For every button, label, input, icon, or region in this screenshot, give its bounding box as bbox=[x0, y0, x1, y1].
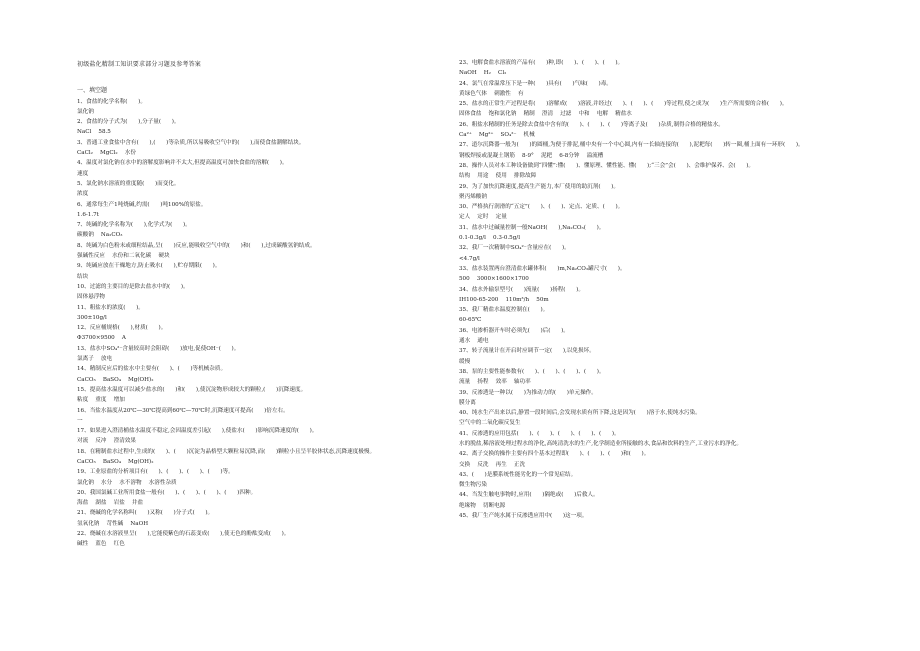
text-line: 5、氯化钠水溶液的重度随( )而变化。 bbox=[77, 180, 180, 187]
text-line: 4、温度对氯化钠在水中的溶解度影响并不太大,但提高温度可加快食盐的溶解( )。 bbox=[77, 160, 288, 167]
text-line: 通水 通电 bbox=[459, 338, 489, 345]
text-line: 固体悬浮物 bbox=[77, 294, 105, 301]
text-line: 钢板焊接或混凝土钢筋 8-9° 泥耙 6-8分钟 溢流槽 bbox=[459, 152, 604, 159]
text-line: 交换 反洗 再生 正洗 bbox=[459, 461, 526, 468]
text-line: 对流 反冲 澄清效果 bbox=[77, 438, 136, 445]
text-line: 40、纯水生产出来以后,静置一段时间后,会发现水质有所下降,这是因为( )溶于水,使纯水污染。 bbox=[459, 410, 701, 417]
text-line: IH100-65-200 110m³/h 50m bbox=[459, 296, 549, 303]
section-heading: 一、填空题 bbox=[77, 87, 108, 95]
text-line: 30、严格执行润滑的“五定”( )、( )、定点、定质、( )。 bbox=[459, 204, 624, 211]
left-column bbox=[77, 60, 442, 550]
text-line: 31、盐水中过碱量控制一般NaOH( ),Na₂CO₃( )。 bbox=[459, 224, 605, 231]
text-line: 27、道尔沉降器一般为( )的圆桶,为便于排泥,桶中央有一个中心圆,内有一长轴连接的( ),泥耙每( )转一圈,桶上面有一环形( )。 bbox=[459, 142, 804, 149]
text-line: 10、过滤的主要目的是除去盐水中的( )。 bbox=[77, 283, 189, 290]
text-line: 41、反渗透的应用包括( )、( )、( )、( )、( )。 bbox=[459, 430, 620, 437]
text-line: 海盐 湖盐 岩盐 井盐 bbox=[77, 500, 144, 507]
text-line: 13、盐水中SO₄²⁻含量较高时会阻碍( )放电,促使OH⁻( )。 bbox=[77, 345, 240, 352]
text-line: Φ3700×9500 A bbox=[77, 335, 126, 342]
text-line: 500 3000×1600×1700 bbox=[459, 276, 529, 283]
text-line: 氯化钠 水分 水不溶物 水溶性杂质 bbox=[77, 479, 177, 486]
text-line: 43、( )是膜系统性能劣化的一个常见症结。 bbox=[459, 471, 577, 478]
text-line: 膜分离 bbox=[459, 399, 476, 406]
text-line: 12、反应桶规格( ),材质( )。 bbox=[77, 325, 167, 332]
spacer bbox=[77, 76, 442, 86]
text-line: 黄绿色气体 刺激性 有 bbox=[459, 90, 524, 97]
text-line: 35、我厂精盐水温度控制在( )。 bbox=[459, 307, 549, 314]
text-line: NaCl 58.5 bbox=[77, 129, 111, 136]
text-line: 1、食盐的化学名称( )。 bbox=[77, 98, 146, 105]
text-line: 29、为了加快沉降速度,提高生产能力,本厂使用的助沉剂( )。 bbox=[459, 183, 619, 190]
text-line: 粘度 重度 增加 bbox=[77, 397, 125, 404]
text-line: 定人 定时 定量 bbox=[459, 214, 507, 221]
text-line: 6、通常每生产1吨烧碱,约需( )吨100%的原盐。 bbox=[77, 201, 207, 208]
right-column bbox=[459, 58, 879, 521]
text-line: 11、粗盐水的浓度( )。 bbox=[77, 304, 144, 311]
text-line: 氯化钠 bbox=[77, 108, 94, 115]
text-line: 速度 bbox=[77, 170, 89, 177]
text-line: 22、烧碱在水溶液里呈( ),它能使紫色的石蕊变成( ),使无色的酚酞变成( )。 bbox=[77, 531, 290, 538]
text-line: 26、粗盐水精制的任务是除去食盐中含有的( )、( )、( )等离子及( )杂质,制得合格的精盐水。 bbox=[459, 121, 724, 128]
text-line: 18、在精制盐水过程中,生成的( )、( )沉淀为晶格型大颗粒易沉降,而( )颗粒小且呈半胶体状态,沉降速度极慢。 bbox=[77, 448, 376, 455]
text-line: 24、氯气在常温常压下是一种( )具有( )气味( )毒。 bbox=[459, 80, 612, 87]
text-line: 3、普通工业食盐中含有( ),( )等杂质,所以易吸收空气中的( ),而使食盐潮解结块。 bbox=[77, 139, 305, 146]
text-line: 16、当盐水温度从20℃—30℃提高到60℃—70℃时,沉降速度可提高( )倍左右。 bbox=[77, 407, 289, 414]
text-line: 1.6-1.7t bbox=[77, 211, 99, 218]
text-line: 结构 用途 使用 排除故障 bbox=[459, 173, 537, 180]
text-line: 60-65℃ bbox=[459, 317, 482, 324]
text-line: 微生物污染 bbox=[459, 482, 487, 489]
text-line: 聚丙烯酸钠 bbox=[459, 193, 487, 200]
text-line: 42、离子交换的操作主要有四个基本过程即( )、( )、( )和( )。 bbox=[459, 451, 650, 458]
text-line: <4.7g/l bbox=[459, 255, 480, 262]
text-line: 2、食盐的分子式为( ),分子量( )。 bbox=[77, 119, 180, 126]
text-line: CaCl₂ MgCl₂ 水份 bbox=[77, 150, 136, 157]
text-line: 水的脱盐,稀溶液处理过程水的净化,高纯清洗水的生产,化学制造业所接触的水,食品和饮料的生产,工业污水的净化。 bbox=[459, 440, 742, 447]
text-line: 19、工业原盐的分析项目有( )、( )、( )、( )等。 bbox=[77, 469, 234, 476]
text-line: 8、纯碱为白色粉末或细粒结晶,呈( )反应,能吸收空气中的( )和( ),过成碳酸氢钠结成。 bbox=[77, 242, 316, 249]
text-line: 流量 扬程 效率 轴功率 bbox=[459, 379, 531, 386]
text-line: 7、纯碱的化学名称为( ),化学式为( )。 bbox=[77, 222, 191, 229]
text-line: 45、我厂生产纯水属于反渗透应用中( )这一项。 bbox=[459, 513, 588, 520]
text-line: 39、反渗透是一种以( )为推动力的( )单元操作。 bbox=[459, 389, 597, 396]
text-line: 21、烧碱的化学名称叫( )又称( )分子式( )。 bbox=[77, 510, 214, 517]
text-line: 37、转子流量计在开启时应调节一定( ),以免损坏。 bbox=[459, 348, 595, 355]
text-line: 38、泵的主要性能参数有( )、( )、( )、( )。 bbox=[459, 368, 605, 375]
text-line: 氯离子 放电 bbox=[77, 356, 113, 363]
text-line: 44、当发生触电事物时,应用( )隔绝或( )后救人。 bbox=[459, 492, 599, 499]
text-line: CaCO₃ BaSO₄ Mg(OH)₂ bbox=[77, 458, 154, 465]
text-line: 强碱性反应 水份和二氧化碳 硬块 bbox=[77, 253, 170, 260]
text-line: 碳酸钠 Na₂CO₃ bbox=[77, 232, 123, 239]
text-line: 36、电渗析器开车时必须先( )后( )。 bbox=[459, 327, 569, 334]
text-line: 碱性 蓝色 红色 bbox=[77, 541, 125, 548]
text-line: 14、精制反应后的盐水中主要有( )、( )等机械杂质。 bbox=[77, 366, 227, 373]
text-line: 32、我厂一次精制中SO₄²⁻含量应在( )。 bbox=[459, 245, 570, 252]
text-line: 浓度 bbox=[77, 191, 89, 198]
text-line: 固体食盐 饱和氯化钠 精制 澄清 过滤 中和 电解 精盐水 bbox=[459, 111, 632, 118]
text-line: 300±10g/l bbox=[77, 314, 107, 321]
text-line: 33、盐水装置两台澄清盐水罐体积( )m,Na₂CO₃罐尺寸( )。 bbox=[459, 265, 626, 272]
text-line: Ca²⁺ Mg²⁺ SO₄²⁻ 机械 bbox=[459, 132, 535, 139]
text-line: 9、纯碱应放在干燥地方,防止吸水( ),贮存期限( )。 bbox=[77, 263, 221, 270]
text-line: 空气中的二氧化碳反复生 bbox=[459, 420, 521, 427]
text-line: CaCO₃ BaSO₄ Mg(OH)₂ bbox=[77, 376, 154, 383]
text-line: 23、电解食盐水溶液的产品有( )种,即( )、( )、( )。 bbox=[459, 60, 624, 66]
document-title: 初级盐化精制工知识要求部分习题及参考答案 bbox=[77, 61, 202, 68]
text-line: 一 bbox=[77, 417, 83, 424]
text-line: 17、如果进入澄清桶盐水温度不稳定,会因温度差引起( ),使盐水( )影响沉降速度的( )。 bbox=[77, 428, 318, 435]
text-line: 20、我国氯碱工业所用食盐一般有( )、( )、( )、( )四种。 bbox=[77, 489, 257, 496]
text-line: 0.1-0.3g/l 0.3-0.5g/l bbox=[459, 235, 520, 242]
text-line: 绝缘物 切断电源 bbox=[459, 502, 506, 509]
text-line: 缓慢 bbox=[459, 358, 471, 365]
text-line: 氢氧化钠 苛性碱 NaOH bbox=[77, 520, 149, 527]
text-line: 34、盐水外输泵型号( )流量( )扬程( )。 bbox=[459, 286, 584, 293]
text-line: NaOH H₂ Cl₂ bbox=[459, 70, 507, 77]
text-line: 28、操作人员对本工种设备做到“四懂”:懂( )、懂原理、懂性能、懂( );“三会”会( )、会维护保养、会( )。 bbox=[459, 162, 755, 169]
text-line: 15、提高盐水温度可以减少盐水的( )和( ),使沉淀物形成较大的颗粒,( )沉降速度。 bbox=[77, 386, 307, 393]
text-line: 结块 bbox=[77, 273, 89, 280]
text-line: 25、盐水的正常生产过程是将( )溶解成( )溶液,并经过( )、( )、( )等过程,使之成为( )生产所需要的合格( )。 bbox=[459, 101, 788, 108]
